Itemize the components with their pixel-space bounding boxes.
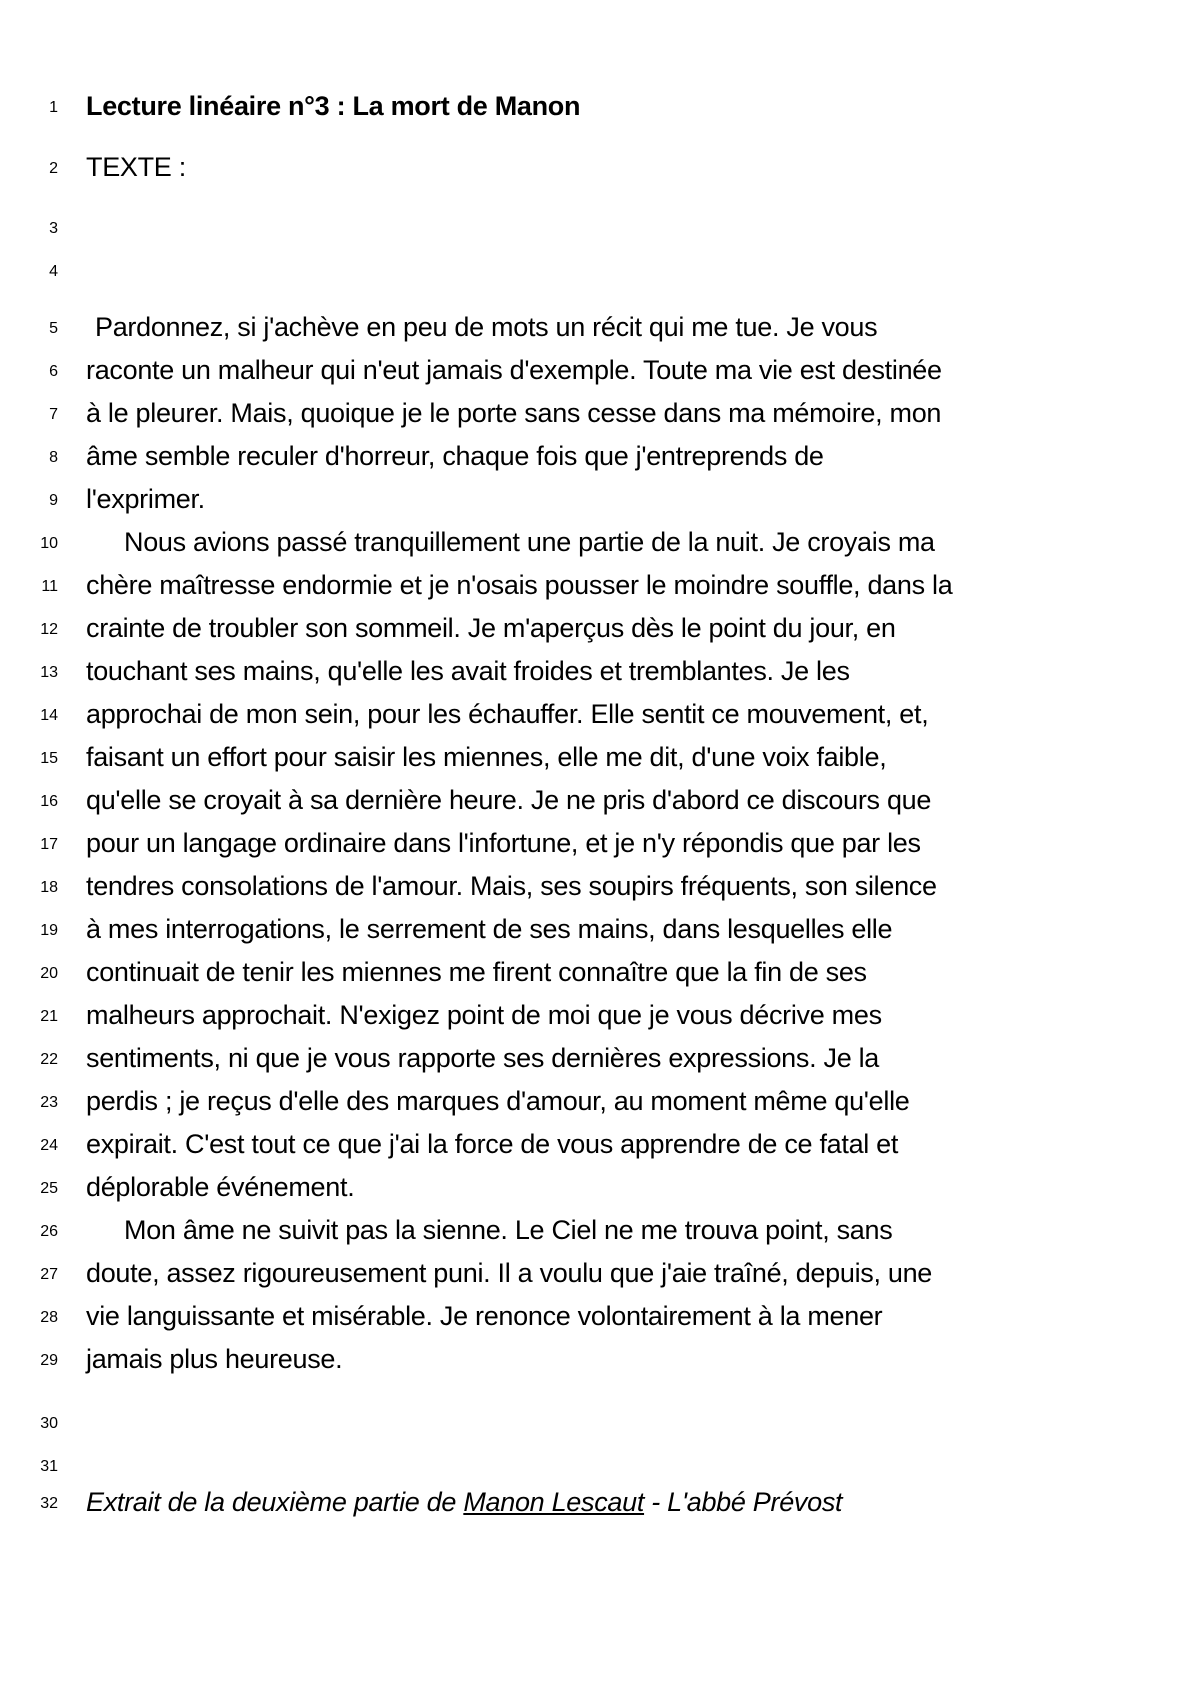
line-number: 8 — [49, 449, 58, 466]
document-line — [0, 1445, 1200, 1485]
document-line — [0, 393, 1200, 433]
document-line — [0, 479, 1200, 519]
text-line: Mon âme ne suivit pas la sienne. Le Ciel ne me trouva point, sans — [124, 1215, 893, 1245]
text-line: âme semble reculer d'horreur, chaque fois que j'entreprends de — [86, 441, 824, 471]
document-line — [0, 823, 1200, 863]
text-line: approchai de mon sein, pour les échauffer. Elle sentit ce mouvement, et, — [86, 699, 929, 729]
document-title: Lecture linéaire n°3 : La mort de Manon — [86, 91, 581, 121]
document-line — [0, 694, 1200, 734]
line-number: 29 — [40, 1352, 58, 1369]
line-number: 20 — [40, 965, 58, 982]
document-line — [0, 250, 1200, 290]
text-line: chère maîtresse endormie et je n'osais pousser le moindre souffle, dans la — [86, 570, 953, 600]
document-line — [0, 995, 1200, 1035]
document-line — [0, 436, 1200, 476]
text-line: tendres consolations de l'amour. Mais, ses soupirs fréquents, son silence — [86, 871, 937, 901]
text-line: crainte de troubler son sommeil. Je m'aperçus dès le point du jour, en — [86, 613, 896, 643]
line-number: 2 — [49, 160, 58, 177]
document-line — [0, 1402, 1200, 1442]
document-line — [0, 565, 1200, 605]
document-line — [0, 1482, 1200, 1522]
line-number: 3 — [49, 220, 58, 237]
line-number: 25 — [40, 1180, 58, 1197]
text-line: à mes interrogations, le serrement de ses mains, dans lesquelles elle — [86, 914, 893, 944]
text-line: continuait de tenir les miennes me firent connaître que la fin de ses — [86, 957, 867, 987]
source-work-title: Manon Lescaut — [463, 1487, 645, 1517]
document-line — [0, 1296, 1200, 1336]
line-number: 27 — [40, 1266, 58, 1283]
text-line: touchant ses mains, qu'elle les avait froides et tremblantes. Je les — [86, 656, 850, 686]
source-citation — [86, 1482, 842, 1522]
text-line: qu'elle se croyait à sa dernière heure. Je ne pris d'abord ce discours que — [86, 785, 932, 815]
line-number: 7 — [49, 406, 58, 423]
document-line — [0, 780, 1200, 820]
document-line — [0, 1339, 1200, 1379]
line-number: 9 — [49, 492, 58, 509]
text-line: Pardonnez, si j'achève en peu de mots un récit qui me tue. Je vous — [95, 312, 878, 342]
line-number: 31 — [40, 1458, 58, 1475]
line-number: 4 — [49, 263, 58, 280]
line-number: 16 — [40, 793, 58, 810]
text-line: l'exprimer. — [86, 484, 205, 514]
line-number: 30 — [40, 1415, 58, 1432]
document-line — [0, 866, 1200, 906]
document-line — [0, 1124, 1200, 1164]
document-line — [0, 207, 1200, 247]
line-number: 11 — [41, 578, 58, 595]
line-number: 10 — [40, 535, 58, 552]
document-line — [0, 1081, 1200, 1121]
line-number: 23 — [40, 1094, 58, 1111]
document-line — [0, 1038, 1200, 1078]
line-number: 32 — [40, 1495, 58, 1512]
text-line: raconte un malheur qui n'eut jamais d'exemple. Toute ma vie est destinée — [86, 355, 942, 385]
document-line — [0, 147, 1200, 187]
document-line — [0, 608, 1200, 648]
text-line: à le pleurer. Mais, quoique je le porte sans cesse dans ma mémoire, mon — [86, 398, 942, 428]
document-line — [0, 909, 1200, 949]
text-line: Nous avions passé tranquillement une partie de la nuit. Je croyais ma — [124, 527, 935, 557]
text-line: sentiments, ni que je vous rapporte ses dernières expressions. Je la — [86, 1043, 880, 1073]
document-line — [0, 307, 1200, 347]
text-line: expirait. C'est tout ce que j'ai la force de vous apprendre de ce fatal et — [86, 1129, 899, 1159]
text-line: malheurs approchait. N'exigez point de moi que je vous décrive mes — [86, 1000, 882, 1030]
line-number: 15 — [40, 750, 58, 767]
text-line: pour un langage ordinaire dans l'infortune, et je n'y répondis que par les — [86, 828, 921, 858]
document-line — [0, 86, 1200, 126]
text-line: doute, assez rigoureusement puni. Il a voulu que j'aie traîné, depuis, une — [86, 1258, 933, 1288]
line-number: 13 — [40, 664, 58, 681]
line-number: 19 — [40, 922, 58, 939]
document-line — [0, 522, 1200, 562]
document-line — [0, 1253, 1200, 1293]
text-line: déplorable événement. — [86, 1172, 355, 1202]
source-author: - L'abbé Prévost — [644, 1487, 843, 1517]
line-number: 22 — [40, 1051, 58, 1068]
document-line — [0, 952, 1200, 992]
line-number: 26 — [40, 1223, 58, 1240]
line-number: 1 — [49, 99, 58, 116]
line-number: 6 — [49, 363, 58, 380]
texte-label: TEXTE : — [86, 152, 186, 182]
document-line — [0, 737, 1200, 777]
text-line: jamais plus heureuse. — [86, 1344, 343, 1374]
line-number: 28 — [40, 1309, 58, 1326]
source-prefix: Extrait de la deuxième partie de — [86, 1487, 464, 1517]
line-number: 14 — [40, 707, 58, 724]
document-line — [0, 1167, 1200, 1207]
text-line: faisant un effort pour saisir les miennes, elle me dit, d'une voix faible, — [86, 742, 887, 772]
line-number: 18 — [40, 879, 58, 896]
line-number: 17 — [40, 836, 58, 853]
document-line — [0, 350, 1200, 390]
line-number: 5 — [49, 320, 58, 337]
text-line: perdis ; je reçus d'elle des marques d'amour, au moment même qu'elle — [86, 1086, 910, 1116]
line-number: 24 — [40, 1137, 58, 1154]
document-line — [0, 1210, 1200, 1250]
line-number: 12 — [40, 621, 58, 638]
line-number: 21 — [40, 1008, 58, 1025]
document-line — [0, 651, 1200, 691]
text-line: vie languissante et misérable. Je renonce volontairement à la mener — [86, 1301, 883, 1331]
